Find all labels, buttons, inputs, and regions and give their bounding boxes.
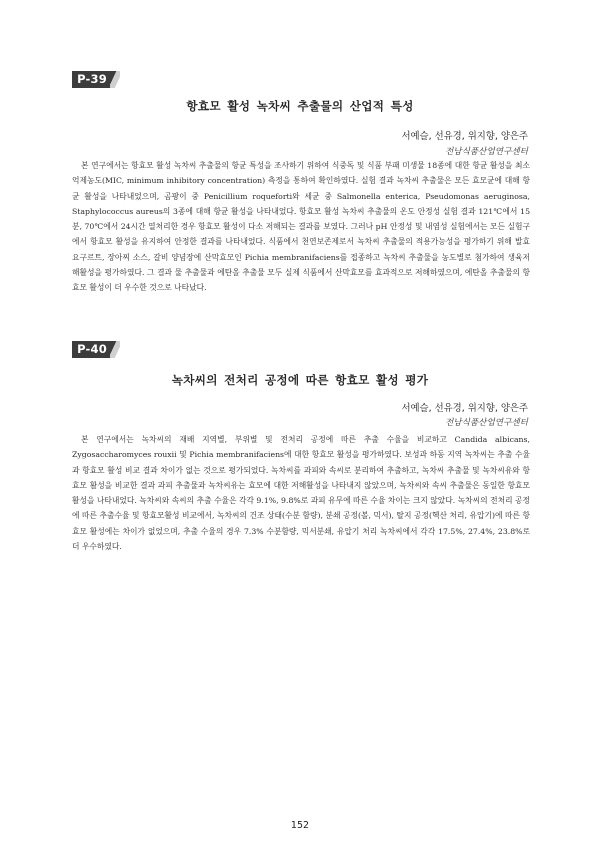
paper-abstract: 본 연구에서는 녹차씨의 재배 지역별, 부위별 및 전처리 공정에 따른 추출 수율을 비교하고 Candida albicans, Zygosaccharomyces rouxii 및 Pichia membranifaciens에 대한 항효모 활성을 평가하였다. 보성과 하동 지역 녹차씨는 추출 수율과 항효모 활성 비교 결과 차이가 없는 것으로 평가되었다. 녹차씨를 과피와 속씨로 분리하여 추출하고, 녹차씨 추출물 및 녹차씨유와 항효모 활성을 비교한 결과 과피 추출물과 녹차씨유는 효모에 대한 저해활성을 나타내지 않았으며, 녹차씨와 속씨 추출물은 동일한 항효모 활성을 나타내었다. 녹차씨와 속씨의 추출 수율은 각각 9.1%, 9.8%로 과피 유무에 따른 수율 차이는 크지 않았다. 녹차씨의 전처리 공정에 따른 추출수율 및 항효모활성 비교에서, 녹차씨의 건조 상태(수분 함량), 분쇄 공정(볼, 믹서), 탈지 공정(헥산 처리, 유압기)에 따른 항효모 활성에는 차이가 없었으며, 추출 수율의 경우 7.3% 수분함량, 믹서분쇄, 유압기 처리 녹차씨에서 각각 17.5%, 27.4%, 23.8%로 더 우수하였다. [72,435,530,552]
paper-abstract: 본 연구에서는 항효모 활성 녹차씨 추출물의 항균 특성을 조사하기 위하여 식중독 및 식품 부패 미생물 18종에 대한 항균 활성을 최소억제농도(MIC, minimum inhibitory concentration) 측정을 통하여 확인하였다. 실험 결과 녹차씨 추출물은 모든 효모균에 대해 항균 활성을 나타내었으며, 곰팡이 중 Penicillium roqueforti와 세균 중 Salmonella enterica, Pseudomonas aeruginosa, Staphylococcus aureus의 3종에 대해 항균 활성을 나타내었다. 항효모 활성 녹차씨 추출물의 온도 안정성 실험 결과 121℃에서 15분, 70℃에서 24시간 열처리한 경우 항효모 활성이 다소 저해되는 결과를 보였다. 그러나 pH 안정성 및 내염성 실험에서는 모든 실험구에서 항효모 활성을 유지하여 안정한 결과를 나타내었다. 식품에서 천연보존제로서 녹차씨 추출물의 적용가능성을 평가하기 위해 발효 요구르트, 장아찌 소스, 갈비 양념장에 산막효모인 Pichia membranifaciens를 접종하고 녹차씨 추출물을 농도별로 첨가하여 생육저해활성을 평가하였다. 그 결과 물 추출물과 에탄올 추출물 모두 실제 식품에서 산막효모를 효과적으로 저해하였으며, 에탄올 추출물의 항효모 활성이 더 우수한 것으로 나타났다. [72,161,530,293]
section-tag-p40 [72,341,120,358]
paper-affiliation: 전남식품산업연구센터 [444,418,528,428]
paper-authors: 서예슬, 선유경, 위지향, 양은주 [401,403,528,414]
section-tag-label: P-40 [72,341,112,358]
section-tag-label: P-39 [72,71,112,88]
page-number: 152 [290,820,310,831]
tag-slash-decoration [110,341,120,358]
paper-title: 항효모 활성 녹차씨 추출물의 산업적 특성 [186,99,414,113]
paper-affiliation: 전남식품산업연구센터 [444,147,528,157]
paper-authors: 서예슬, 선유경, 위지향, 양은주 [401,131,528,142]
paper-title: 녹차씨의 전처리 공정에 따른 항효모 활성 평가 [171,373,429,387]
tag-slash-decoration [110,71,120,88]
section-tag-p39 [72,71,120,88]
